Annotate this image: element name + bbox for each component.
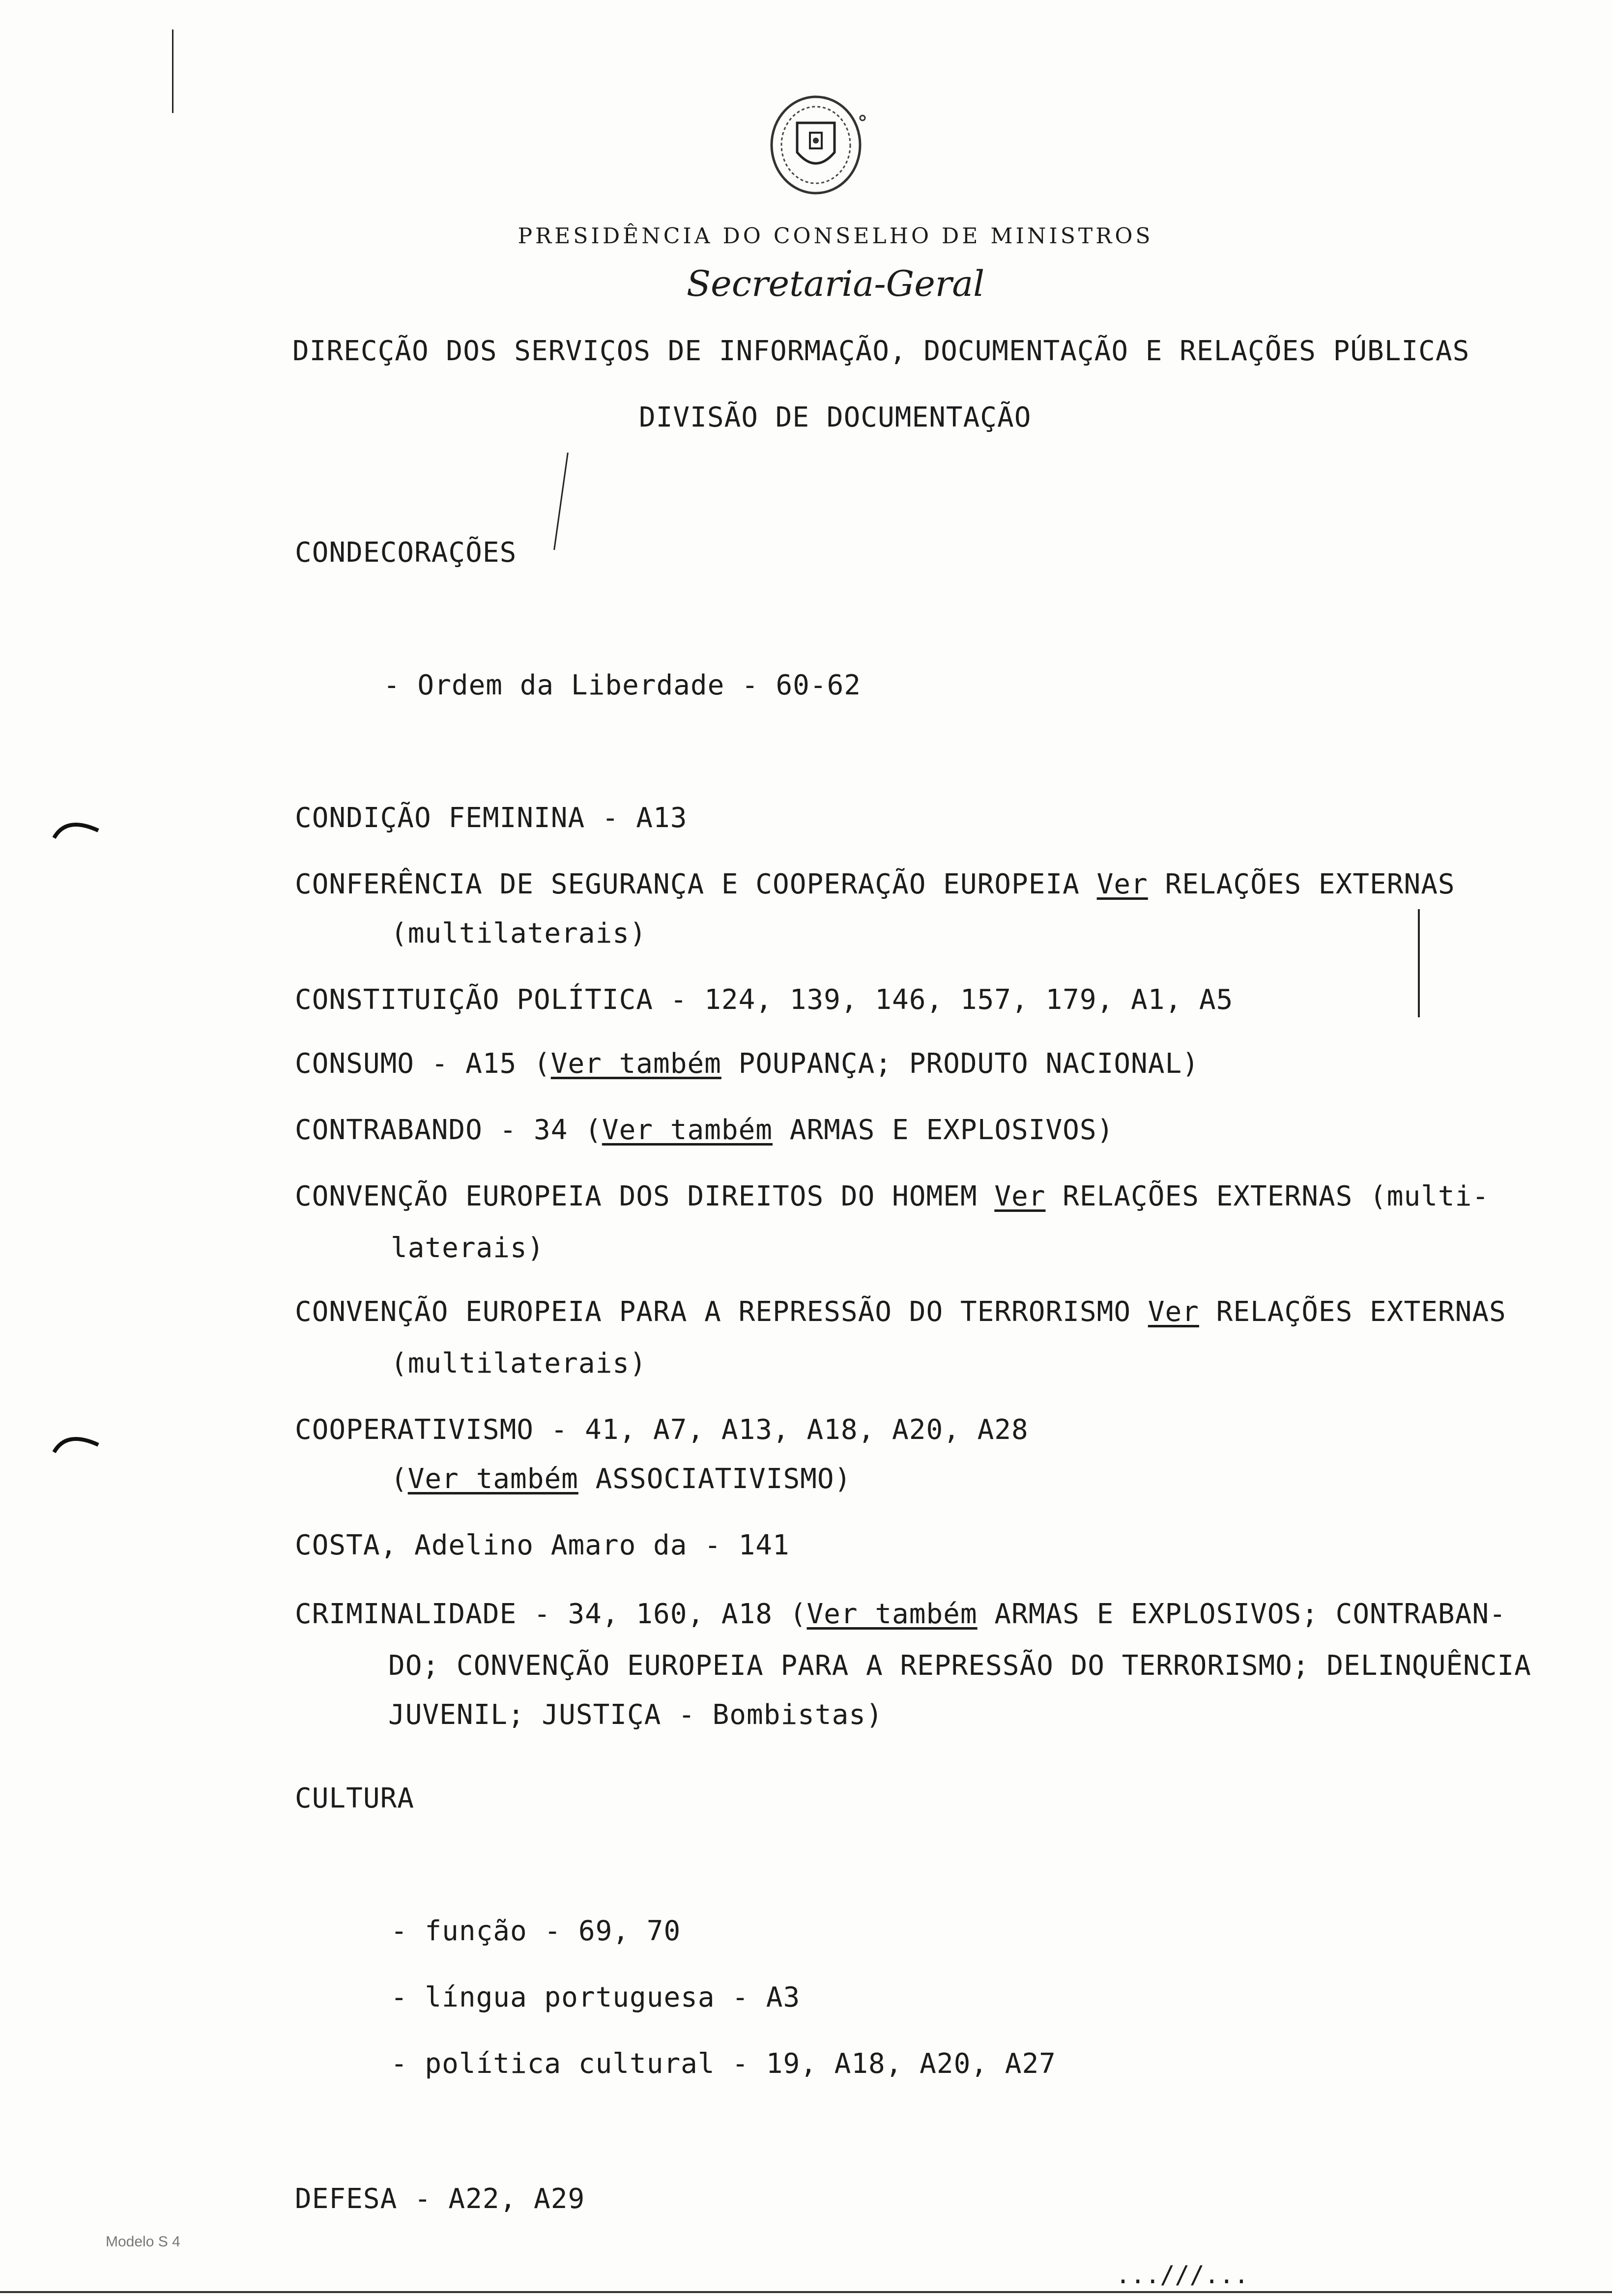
cross-reference: Ver também (550, 1048, 721, 1080)
entry-criminalidade-cont: DO; CONVENÇÃO EUROPEIA PARA A REPRESSÃO DO TERRORISMO; DELINQUÊNCIA (388, 1650, 1531, 1682)
entry-cooperativismo: COOPERATIVISMO - 41, A7, A13, A18, A20, A28 (295, 1414, 1029, 1446)
entry-criminalidade (295, 1597, 1506, 1632)
entry-consumo (295, 1047, 1199, 1081)
cross-reference: Ver também (806, 1598, 978, 1630)
entry-convencao-dh (295, 1179, 1489, 1214)
cross-reference: Ver (1148, 1296, 1199, 1328)
punch-hole-mark (52, 1425, 101, 1455)
entry-text: CONFERÊNCIA DE SEGURANÇA E COOPERAÇÃO EUROPEIA (295, 868, 1097, 900)
entry-text: CRIMINALIDADE - 34, 160, A18 ( (295, 1598, 807, 1630)
entry-cooperativismo-cont (391, 1462, 851, 1496)
entry-ordem-liberdade: - Ordem da Liberdade - 60-62 (383, 669, 862, 701)
directorate-heading: DIRECÇÃO DOS SERVIÇOS DE INFORMAÇÃO, DOCUMENTAÇÃO E RELAÇÕES PÚBLICAS (292, 335, 1470, 367)
entry-text: ARMAS E EXPLOSIVOS) (773, 1114, 1114, 1146)
entry-text: RELAÇÕES EXTERNAS (multi- (1045, 1180, 1490, 1212)
entry-convencao-terrorismo-cont: (multilaterais) (391, 1348, 647, 1379)
entry-cultura-funcao: - função - 69, 70 (391, 1915, 681, 1947)
continuation-mark: ...///... (1116, 2261, 1249, 2289)
cross-reference: Ver (1096, 868, 1148, 900)
entry-text: RELAÇÕES EXTERNAS (1148, 868, 1455, 900)
margin-mark (172, 29, 173, 113)
entry-defesa: DEFESA - A22, A29 (295, 2183, 585, 2215)
entry-text: POUPANÇA; PRODUTO NACIONAL) (721, 1048, 1199, 1080)
entry-text: CONSUMO - A15 ( (295, 1048, 551, 1080)
entry-cultura-politica: - política cultural - 19, A18, A20, A27 (391, 2048, 1056, 2080)
bottom-rule (0, 2291, 1612, 2293)
entry-criminalidade-cont2: JUVENIL; JUSTIÇA - Bombistas) (388, 1699, 883, 1731)
division-heading: DIVISÃO DE DOCUMENTAÇÃO (639, 402, 1032, 433)
entry-text: CONVENÇÃO EUROPEIA PARA A REPRESSÃO DO TERRORISMO (295, 1296, 1148, 1328)
entry-conferencia-cont: (multilaterais) (391, 918, 647, 949)
entry-text: RELAÇÕES EXTERNAS (1199, 1296, 1506, 1328)
entry-constituicao: CONSTITUIÇÃO POLÍTICA - 124, 139, 146, 157, 179, A1, A5 (295, 984, 1234, 1016)
office-title: Secretaria-Geral (686, 263, 985, 304)
entry-condicao-feminina: CONDIÇÃO FEMININA - A13 (295, 802, 688, 834)
entry-costa: COSTA, Adelino Amaro da - 141 (295, 1529, 790, 1561)
entry-text: CONVENÇÃO EUROPEIA DOS DIREITOS DO HOMEM (295, 1180, 995, 1212)
cross-reference: Ver também (407, 1463, 578, 1495)
entry-cultura: CULTURA (295, 1782, 415, 1814)
form-model-label: Modelo S 4 (106, 2234, 180, 2250)
entry-contrabando (295, 1113, 1114, 1148)
margin-mark (1418, 909, 1420, 1017)
entry-cultura-lingua: - língua portuguesa - A3 (391, 1981, 801, 2013)
entry-text: CONTRABANDO - 34 ( (295, 1114, 602, 1146)
coat-of-arms-icon (767, 88, 870, 201)
entry-text: ASSOCIATIVISMO) (578, 1463, 852, 1495)
entry-conferencia (295, 867, 1455, 902)
entry-condecoracoes: CONDECORAÇÕES (295, 537, 517, 569)
entry-text: ARMAS E EXPLOSIVOS; CONTRABAN- (977, 1598, 1506, 1630)
cross-reference: Ver (994, 1180, 1046, 1212)
punch-hole-mark (52, 811, 101, 840)
margin-mark (553, 453, 569, 550)
institution-title: PRESIDÊNCIA DO CONSELHO DE MINISTROS (518, 224, 1153, 249)
cross-reference: Ver também (602, 1114, 773, 1146)
entry-convencao-dh-cont: laterais) (391, 1232, 545, 1264)
entry-text: ( (391, 1463, 408, 1495)
entry-convencao-terrorismo (295, 1295, 1506, 1329)
